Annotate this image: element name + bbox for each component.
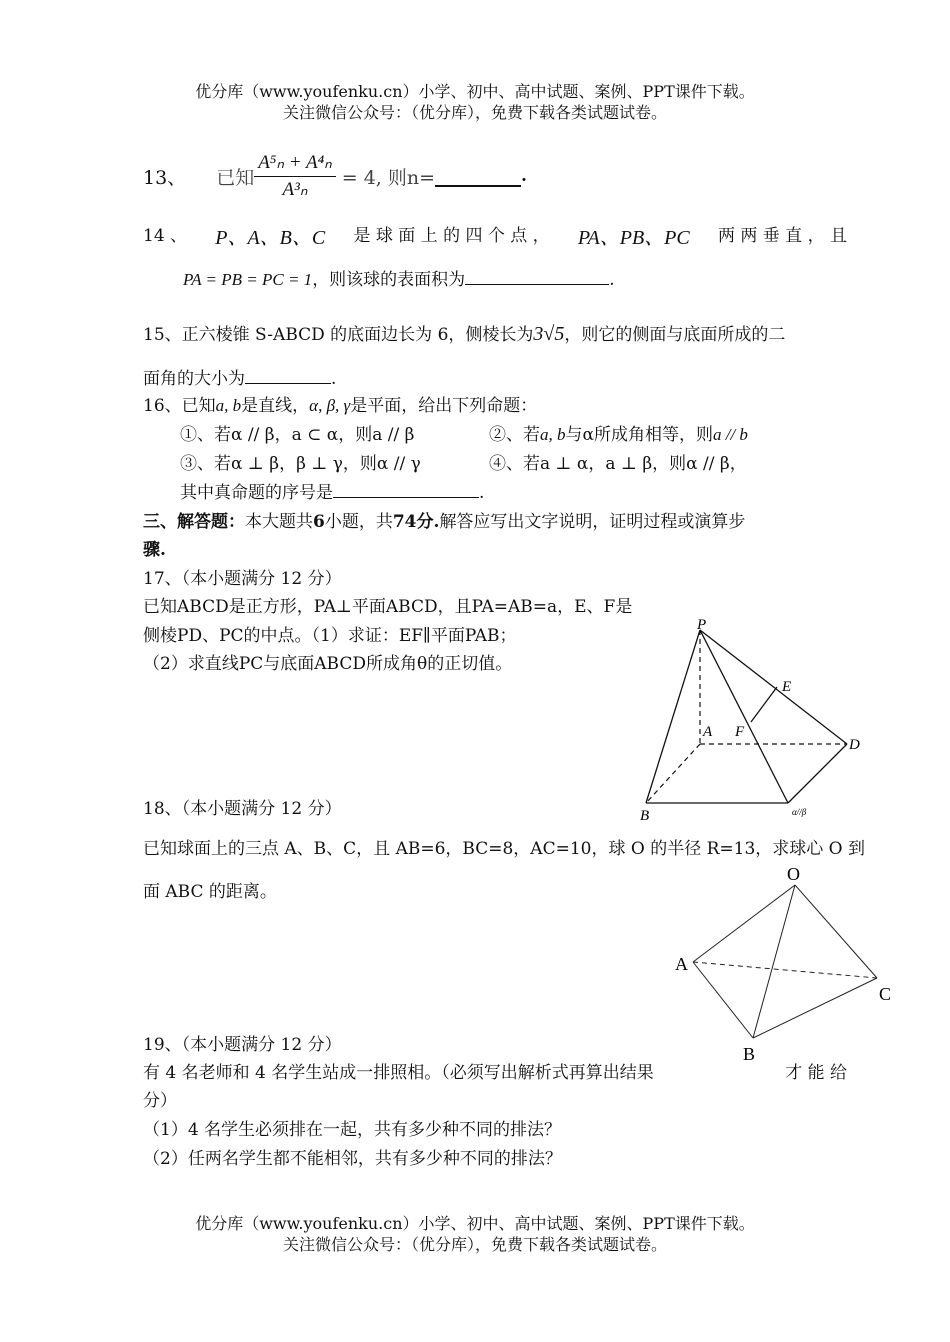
edge-OC [795,885,877,978]
q14-segments: PA、PB、PC [577,227,690,249]
section-3-line-2: 骤. [143,540,166,560]
q13-prefix: 已知 [216,166,255,189]
section-3-desc-b: 小题，共 [324,512,393,532]
q17-line-3: （2）求直线PC与底面ABCD所成角θ的正切值。 [143,654,513,674]
edge-PD [700,630,847,744]
q13-number: 13、 [143,166,187,189]
q13-numerator: A⁵ₙ + A⁴ₙ [254,150,336,177]
q14-text-b: 两 两 垂 直 ， 且 [717,226,847,246]
q17-title: 17、（本小题满分 12 分） [143,569,342,589]
q16-proposition-2 [489,420,748,445]
label-O: O [787,864,800,884]
edge-AB [693,962,753,1038]
q13-fraction [254,150,336,203]
q16-text-b: 是直线， [241,396,310,416]
q16-p2-ab: a, b [540,425,566,444]
edge-PC [700,630,788,803]
edge-OB [753,885,795,1038]
q14-answer-blank[interactable] [465,266,609,285]
question-15-line-1 [143,320,785,346]
label-C: C [879,984,892,1004]
q16-abg: α, β, γ [309,396,351,415]
edge-AB-hidden [646,744,700,803]
q16-answer-blank[interactable] [333,479,479,498]
q13-answer-blank[interactable] [435,165,521,187]
q15-radical: 3√5 [533,323,565,345]
pyramid-diagram [630,615,870,825]
q14-text-a: 是 球 面 上 的 四 个 点 ， [353,226,550,246]
edge-CD [788,744,847,803]
q15-text-b: ，则它的侧面与底面所成的二 [564,325,786,345]
q19-line-1 [143,1058,847,1083]
header-line-1: 优分库（www.youfenku.cn）小学、初中、高中试题、案例、PPT课件下载。 [195,82,755,101]
header-line-2: 关注微信公众号：（优分库），免费下载各类试题试卷。 [282,103,667,122]
q19-sub-1: （1）4 名学生必须排在一起，共有多少种不同的排法？ [143,1120,562,1140]
q18-title: 18、（本小题满分 12 分） [143,799,342,819]
q15-text-c: 面角的大小为 [143,369,245,389]
q16-proposition-4: ④、若a ⊥ α，a ⊥ β，则α // β， [489,454,747,474]
section-3-header [143,507,745,532]
label-E: E [782,679,792,695]
q16-p2-text-b: 与α所成角相等，则 [565,425,713,445]
q19-text-a: 有 4 名老师和 4 名学生站成一排照相。（必须写出解析式再算出结果 [143,1063,654,1083]
label-A: A [675,954,688,974]
label-B: B [640,808,650,824]
q16-text-a: 16、已知 [143,396,216,416]
edge-OA [693,885,795,962]
label-F: F [735,724,745,740]
label-D: D [849,737,860,753]
q18-line-1: 已知球面上的三点 A、B、C，且 AB=6，BC=8，AC=10，球 O 的半径 R=13，求球心 O 到 [143,839,866,859]
q17-line-2: 侧棱PD、PC的中点。（1）求证：EF∥平面PAB； [143,626,517,646]
q16-ask: 其中真命题的序号是 . [180,478,484,503]
label-P: P [697,617,707,633]
label-B: B [743,1044,756,1064]
q13-suffix: = 4, 则n= [341,166,436,189]
q16-p2-text-a: ②、若 [489,425,540,445]
question-14-line-1 [143,221,847,250]
section-3-title: 三、解答题： [143,512,245,532]
question-13: 13、 已知 $\frac{\text{A⁵ₙ + A⁴ₙ}}{\text{A³ₙ}}$ = 4, 则n= . [143,146,527,206]
q19-text-b: 才 能 给 [785,1063,847,1083]
q16-ab: a, b [215,396,242,415]
q13-denominator: A³ₙ [282,178,308,200]
q15-text-a: 15、正六棱锥 S-ABCD 的底面边长为 6，侧棱长为 [143,325,534,345]
section-3-score: 74 [392,512,417,532]
q16-ask-text: 其中真命题的序号是 [180,483,333,503]
q16-proposition-1: ①、若α // β，a ⊂ α，则a // β [180,425,415,445]
edge-PB [646,630,700,803]
q14-points: P、A、B、C [215,227,326,249]
question-16-line-1 [143,391,537,416]
q17-line-1: 已知ABCD是正方形，PA⊥平面ABCD，且PA=AB=a，E、F是 [143,597,633,617]
section-3-count: 6 [313,512,325,532]
sphere-triangle-diagram [665,860,895,1070]
question-15-line-2: 面角的大小为 . [143,364,336,389]
q18-line-2: 面 ABC 的距离。 [143,882,277,902]
q14-number: 14 、 [143,226,188,246]
q14-text-c: ，则该球的表面积为 [312,270,466,290]
q19-line-2: 分） [143,1091,177,1111]
q16-p2-text-c: a // b [712,425,748,444]
label-A: A [703,724,713,740]
label-small: α//β [792,807,807,817]
section-3-desc-a: 本大题共 [245,512,313,532]
edge-BC [753,978,877,1038]
section-3-desc-d: 解答应写出文字说明，证明过程或演算步 [439,512,746,532]
footer-line-2: 关注微信公众号：（优分库），免费下载各类试题试卷。 [282,1235,667,1254]
q16-proposition-3: ③、若α ⊥ β，β ⊥ γ，则α // γ [180,454,421,474]
section-3-desc-c: 分. [416,512,440,532]
q19-title: 19、（本小题满分 12 分） [143,1035,342,1055]
q19-sub-2: （2）任两名学生都不能相邻，共有多少种不同的排法？ [143,1149,562,1169]
q15-answer-blank[interactable] [245,365,331,384]
edge-AC-hidden [693,962,877,978]
q14-equation: PA = PB = PC = 1 [183,270,313,289]
segment-EF [751,687,777,722]
question-14-line-2: PA = PB = PC = 1，则该球的表面积为 . [183,265,615,290]
footer-line-1: 优分库（www.youfenku.cn）小学、初中、高中试题、案例、PPT课件下载。 [195,1214,755,1233]
q16-text-c: 是平面，给出下列命题： [350,396,538,416]
